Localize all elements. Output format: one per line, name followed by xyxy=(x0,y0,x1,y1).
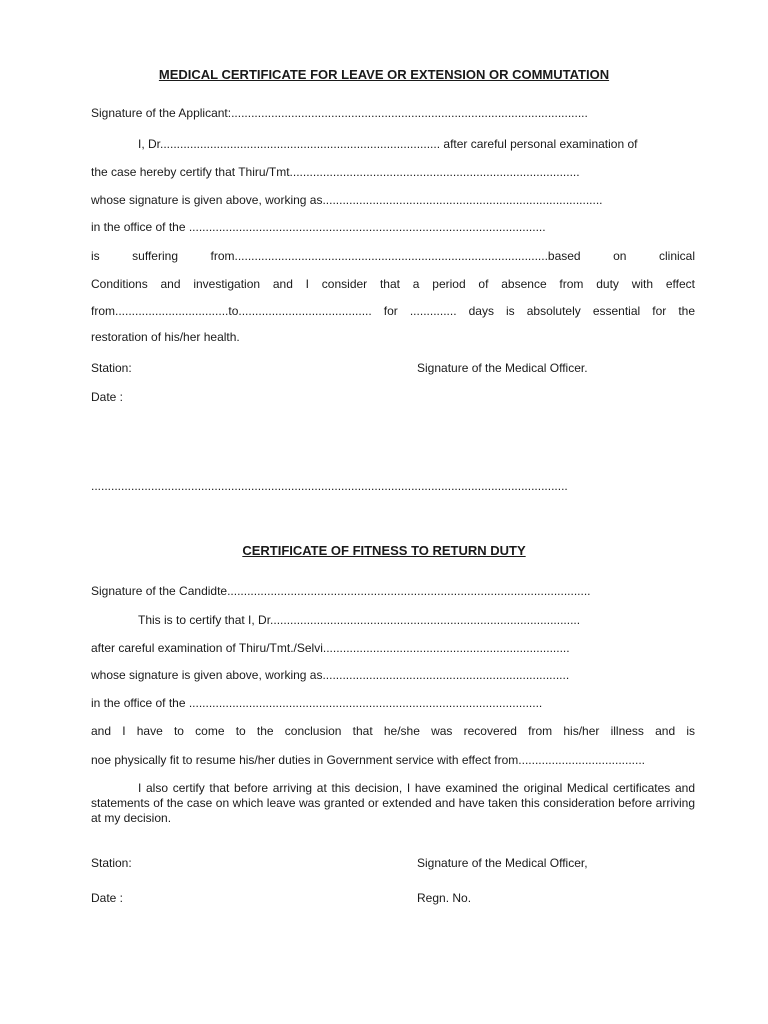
conclusion-line: and I have to come to the conclusion that he/she was recovered from his/her illness and is xyxy=(91,724,695,738)
office-line-2: in the office of the .......................................................................................................... xyxy=(91,696,543,710)
working-as-line: whose signature is given above, working as.................................................................................... xyxy=(91,193,603,207)
leave-period-line: from..................................to........................................ for .............. days is absolutely essential for the xyxy=(91,304,695,318)
doctor-name-line: I, Dr.................................................................................... after careful personal examination of xyxy=(138,137,638,151)
medical-certificate-title: MEDICAL CERTIFICATE FOR LEAVE OR EXTENSION OR COMMUTATION xyxy=(158,67,610,82)
examination-line: after careful examination of Thiru/Tmt./Selvi.......................................................................... xyxy=(91,641,570,655)
station-label-2: Station: xyxy=(91,856,132,870)
working-as-line-2: whose signature is given above, working as.......................................................................... xyxy=(91,668,570,682)
restoration-line: restoration of his/her health. xyxy=(91,330,240,344)
medical-officer-signature-label-2: Signature of the Medical Officer, xyxy=(417,856,588,870)
office-line: in the office of the ........................................................................................................... xyxy=(91,220,546,234)
medical-officer-signature-label: Signature of the Medical Officer. xyxy=(417,361,588,375)
suffering-from-line: is suffering from..............................................................................................based on clinical xyxy=(91,249,695,263)
station-label: Station: xyxy=(91,361,132,375)
certify-doctor-line: This is to certify that I, Dr............................................................................................. xyxy=(138,613,581,627)
fitness-effect-line: noe physically fit to resume his/her duties in Government service with effect from...................................... xyxy=(91,753,645,767)
conditions-line: Conditions and investigation and I consider that a period of absence from duty with effect xyxy=(91,277,695,291)
registration-number-label: Regn. No. xyxy=(417,891,472,905)
applicant-signature-line: Signature of the Applicant:........................................................................................................... xyxy=(91,106,588,120)
date-label-2: Date : xyxy=(91,891,124,905)
decision-paragraph: I also certify that before arriving at this decision, I have examined the original Medical certificates and statements of the case on which leave was granted or extended and have taken this consideration before arriving at my decision. xyxy=(91,781,695,825)
fitness-certificate-title: CERTIFICATE OF FITNESS TO RETURN DUTY xyxy=(242,543,526,558)
candidate-signature-line: Signature of the Candidte............................................................................................................. xyxy=(91,584,591,598)
date-label: Date : xyxy=(91,390,124,404)
separator-line: ............................................................................................................................................... xyxy=(91,479,568,493)
patient-name-line: the case hereby certify that Thiru/Tmt....................................................................................... xyxy=(91,165,580,179)
